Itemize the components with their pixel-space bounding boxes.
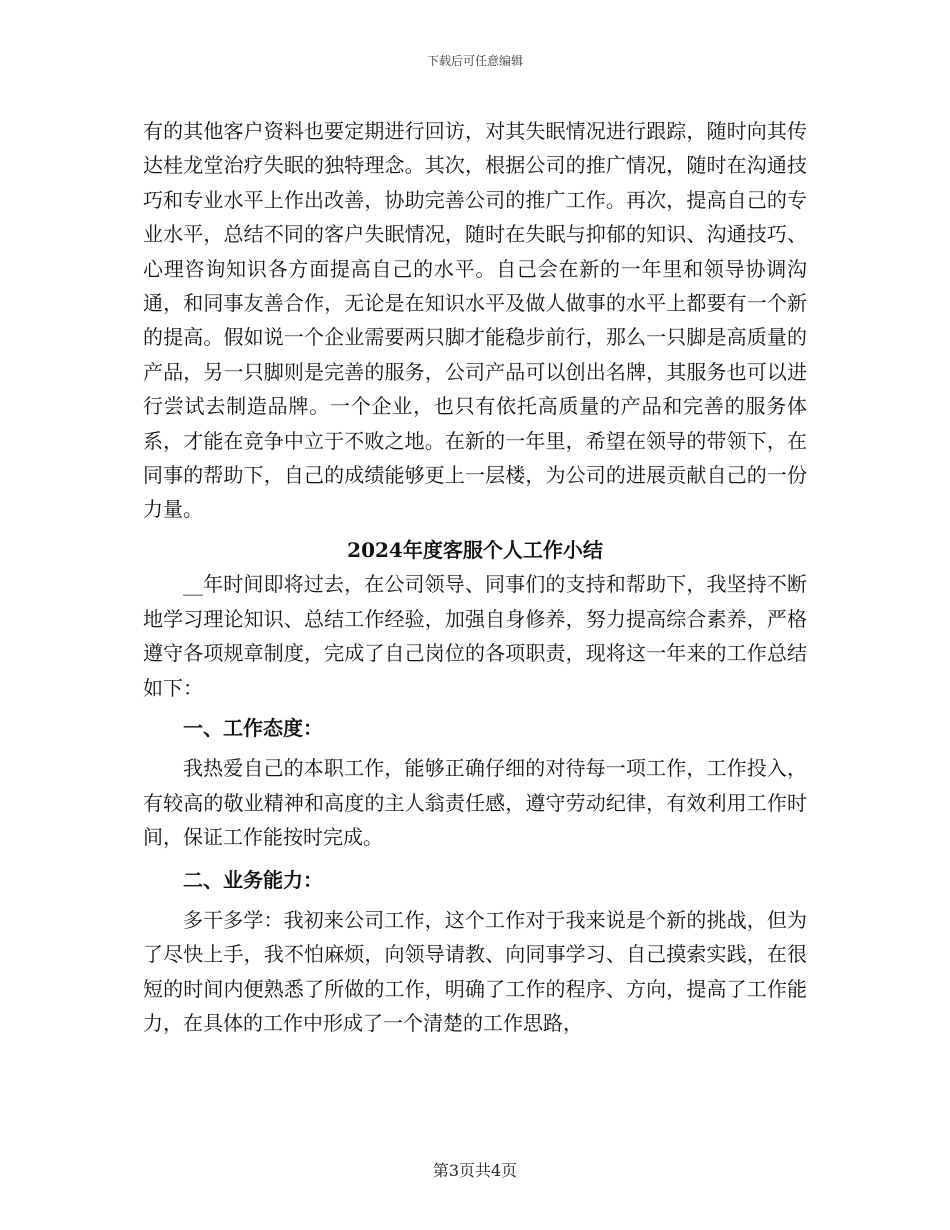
document-body — [143, 114, 807, 1041]
continuation-paragraph: 有的其他客户资料也要定期进行回访，对其失眠情况进行跟踪，随时向其传达桂龙堂治疗失眠的独特理念。其次，根据公司的推广情况，随时在沟通技巧和专业水平上作出改善，协助完善公司的推广工作。再次，提高自己的专业水平，总结不同的客户失眠情况，随时在失眠与抑郁的知识、沟通技巧、心理咨询知识各方面提高自己的水平。自己会在新的一年里和领导协调沟通，和同事友善合作，无论是在知识水平及做人做事的水平上都要有一个新的提高。假如说一个企业需要两只脚才能稳步前行，那么一只脚是高质量的产品，另一只脚则是完善的服务，公司产品可以创出名牌，其服务也可以进行尝试去制造品牌。一个企业，也只有依托高质量的产品和完善的服务体系，才能在竞争中立于不败之地。在新的一年里，希望在领导的带领下，在同事的帮助下，自己的成绩能够更上一层楼，为公司的进展贡献自己的一份力量。 — [143, 119, 807, 522]
page-header: 下载后可任意编辑 — [426, 54, 523, 68]
section-title: 2024年度客服个人工作小结 — [347, 537, 603, 562]
heading-work-attitude: 一、工作态度： — [183, 715, 323, 740]
heading-business-ability: 二、业务能力： — [183, 867, 323, 892]
business-ability-paragraph: 多干多学：我初来公司工作，这个工作对于我来说是个新的挑战，但为了尽快上手，我不怕麻烦，向领导请教、向同事学习、自己摸索实践，在很短的时间内便熟悉了所做的工作，明确了工作的程序、方向，提高了工作能力，在具体的工作中形成了一个清楚的工作思路， — [143, 907, 807, 1036]
page-footer: 第3页共4页 — [432, 1161, 518, 1180]
intro-paragraph: __年时间即将过去，在公司领导、同事们的支持和帮助下，我坚持不断地学习理论知识、总结工作经验，加强自身修养，努力提高综合素养，严格遵守各项规章制度，完成了自己岗位的各项职责，现将这一年来的工作总结如下： — [143, 572, 807, 700]
work-attitude-paragraph: 我热爱自己的本职工作，能够正确仔细的对待每一项工作，工作投入，有较高的敬业精神和高度的主人翁责任感，遵守劳动纪律，有效利用工作时间，保证工作能按时完成。 — [143, 756, 807, 850]
